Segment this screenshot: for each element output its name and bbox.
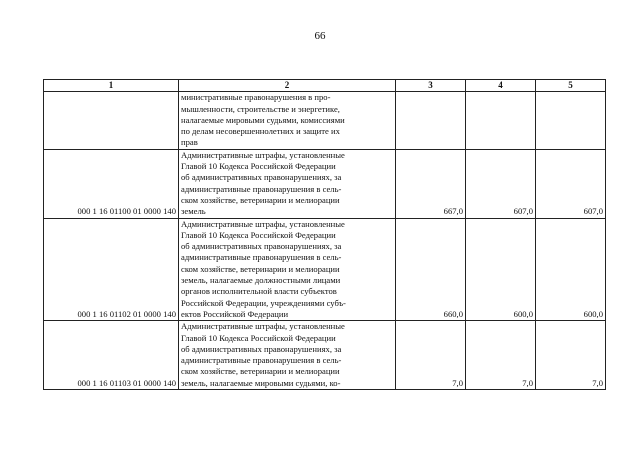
row-code-cell: 000 1 16 01100 01 0000 140 (44, 149, 179, 218)
table-row (44, 321, 606, 390)
row-value-col5 (536, 92, 606, 149)
row-description-cell (179, 149, 396, 218)
description-line: Административные штрафы, установленные (181, 321, 345, 332)
row-value-col3: 667,0 (396, 149, 466, 218)
header-col-3: 3 (396, 80, 466, 92)
description-line: Главой 10 Кодекса Российской Федерации (181, 229, 336, 240)
description-line: налагаемые мировыми судьями, комиссиями (181, 114, 345, 125)
row-description-cell (179, 92, 396, 149)
row-value-col5: 600,0 (536, 218, 606, 321)
row-value-col3 (396, 92, 466, 149)
description-line: об административных правонарушениях, за (181, 343, 342, 354)
description-line: об административных правонарушениях, за (181, 241, 342, 252)
header-col-5: 5 (536, 80, 606, 92)
row-value-col4: 600,0 (466, 218, 536, 321)
description-line: административные правонарушения в сель- (181, 183, 342, 194)
description-line: органов исполнительной власти субъектов (181, 286, 337, 297)
description-line: об административных правонарушениях, за (181, 172, 342, 183)
description-line: прав (181, 137, 198, 148)
description-line: ском хозяйстве, ветеринарии и мелиорации (181, 194, 340, 205)
row-code-cell: 000 1 16 01103 01 0000 140 (44, 321, 179, 390)
row-value-col4: 607,0 (466, 149, 536, 218)
description-line: земель, налагаемые должностными лицами (181, 275, 341, 286)
description-line: земель (181, 206, 206, 217)
description-line: мышленности, строительстве и энергетике, (181, 103, 340, 114)
description-line: ском хозяйстве, ветеринарии и мелиорации (181, 366, 340, 377)
description-line: административные правонарушения в сель- (181, 252, 342, 263)
row-value-col5: 607,0 (536, 149, 606, 218)
description-line: ском хозяйстве, ветеринарии и мелиорации (181, 263, 340, 274)
table-row (44, 149, 606, 218)
row-description-cell (179, 321, 396, 390)
description-line: ектов Российской Федерации (181, 308, 289, 319)
row-code-cell (44, 92, 179, 149)
row-value-col3: 660,0 (396, 218, 466, 321)
header-col-1: 1 (44, 80, 179, 92)
budget-table (43, 79, 606, 390)
page-number: 66 (314, 30, 326, 42)
description-line: административные правонарушения в сель- (181, 355, 342, 366)
row-value-col4: 7,0 (466, 321, 536, 390)
table-row-continuation (44, 92, 606, 149)
description-line: Административные штрафы, установленные (181, 218, 345, 229)
description-line: Административные штрафы, установленные (181, 149, 345, 160)
description-line: Главой 10 Кодекса Российской Федерации (181, 161, 336, 172)
description-line: Российской Федерации, учреждениями субъ- (181, 297, 346, 308)
description-line: Главой 10 Кодекса Российской Федерации (181, 332, 336, 343)
header-col-4: 4 (466, 80, 536, 92)
table-header-row (44, 80, 606, 92)
row-value-col4 (466, 92, 536, 149)
row-value-col3: 7,0 (396, 321, 466, 390)
row-description-cell (179, 218, 396, 321)
description-line: по делам несовершеннолетних и защите их (181, 126, 340, 137)
row-value-col5: 7,0 (536, 321, 606, 390)
description-line: министративные правонарушения в про- (181, 92, 331, 103)
table-row (44, 218, 606, 321)
row-code-cell: 000 1 16 01102 01 0000 140 (44, 218, 179, 321)
header-col-2: 2 (179, 80, 396, 92)
description-line: земель, налагаемые мировыми судьями, ко- (181, 377, 341, 388)
